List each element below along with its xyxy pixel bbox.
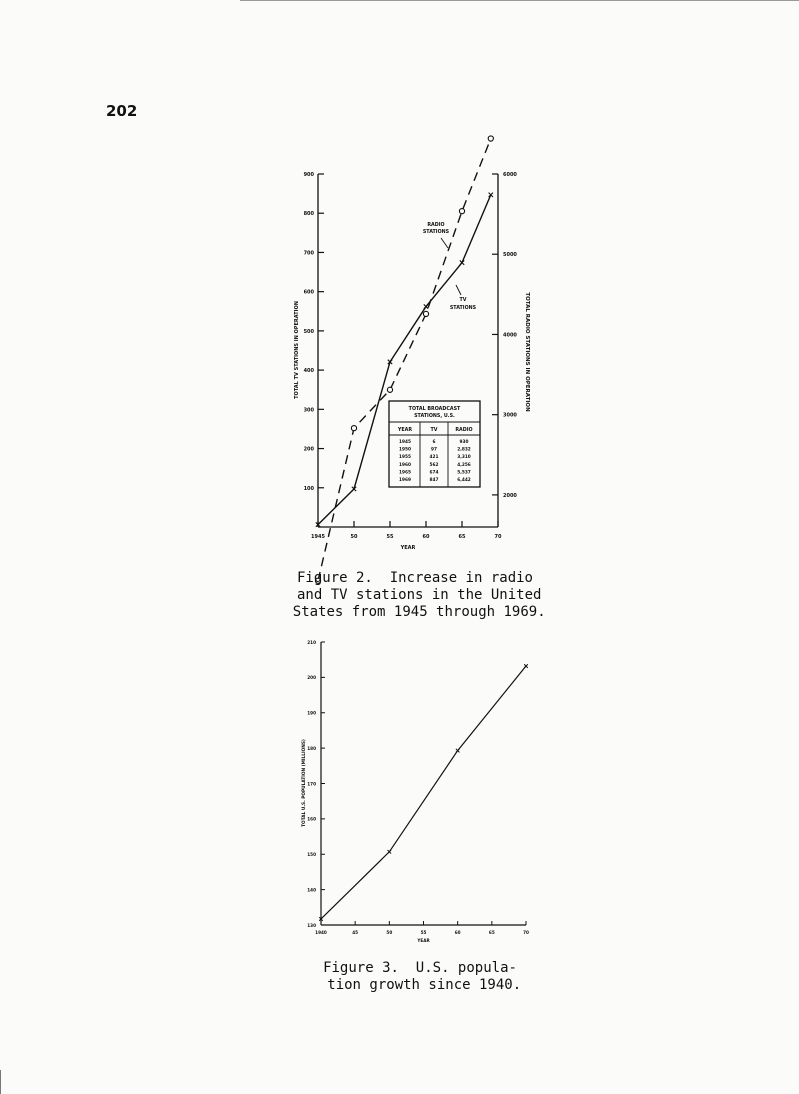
radio-point xyxy=(488,136,493,141)
fig2-x-tick-label: 50 xyxy=(350,534,358,540)
inset-table-cell: 5,537 xyxy=(457,470,471,476)
fig3-x-tick-label: 45 xyxy=(352,930,359,935)
fig2-left-tick-label: 300 xyxy=(303,407,314,414)
fig3-x-tick-label: 1940 xyxy=(315,930,327,935)
inset-table-title-line1: TOTAL BROADCAST xyxy=(408,407,461,412)
fig3-x-axis-label: YEAR xyxy=(417,938,430,943)
tv-point xyxy=(424,304,428,308)
inset-table-cell: 6 xyxy=(432,440,436,445)
inset-table-cell: 1965 xyxy=(399,470,411,476)
population-point xyxy=(388,850,392,854)
inset-table-cell: 562 xyxy=(429,462,439,468)
inset-table-cell: 1950 xyxy=(399,447,411,453)
fig2-left-tick-label: 700 xyxy=(303,250,314,257)
population-point xyxy=(456,749,460,753)
fig2-right-tick-label: 5000 xyxy=(503,252,517,259)
fig3-y-tick-label: 160 xyxy=(307,816,316,822)
inset-table-title-line2: STATIONS, U.S. xyxy=(414,414,455,419)
population-point xyxy=(524,664,528,668)
inset-table-header: YEAR xyxy=(397,428,413,433)
fig3-x-tick-label: 55 xyxy=(420,930,427,935)
fig2-x-tick-label: 60 xyxy=(422,534,430,540)
page-number: 202 xyxy=(106,102,138,120)
fig3-y-tick-label: 190 xyxy=(307,710,316,716)
tv-annotation-pointer xyxy=(456,285,461,295)
fig2-right-tick-label: 3000 xyxy=(503,412,517,419)
inset-table-cell: 2,832 xyxy=(457,447,471,453)
fig3-y-tick-label: 210 xyxy=(307,639,316,645)
inset-table-cell: 421 xyxy=(429,455,439,461)
fig3-y-tick-label: 180 xyxy=(307,745,316,751)
fig2-x-tick-label: 1945 xyxy=(311,534,325,540)
inset-table-header: TV xyxy=(430,428,438,433)
fig2-x-tick-label: 55 xyxy=(386,534,394,540)
radio-annotation-line1: RADIO xyxy=(427,223,445,228)
fig2-left-tick-label: 600 xyxy=(303,289,314,296)
fig3-x-tick-label: 50 xyxy=(386,930,393,935)
fig2-right-tick-label: 4000 xyxy=(503,332,517,339)
inset-table-cell: 1969 xyxy=(399,478,411,483)
figure-2-caption: Figure 2. Increase in radio and TV stations in the United States from 1945 through 1969. xyxy=(292,570,546,620)
fig3-y-tick-label: 130 xyxy=(307,922,316,928)
inset-table-cell: 97 xyxy=(431,447,437,453)
inset-table-cell: 4,256 xyxy=(457,462,471,468)
fig3-y-tick-label: 200 xyxy=(307,675,316,681)
inset-table-cell: 1945 xyxy=(399,440,411,445)
fig2-left-tick-label: 900 xyxy=(303,172,314,178)
fig2-right-tick-label: 6000 xyxy=(503,172,517,178)
radio-annotation-pointer xyxy=(441,238,448,248)
fig2-left-tick-label: 400 xyxy=(303,368,314,375)
fig2-left-tick-label: 500 xyxy=(303,328,314,335)
fig3-y-tick-label: 140 xyxy=(307,887,316,893)
fig2-left-axis-label: TOTAL TV STATIONS IN OPERATION xyxy=(294,301,300,399)
inset-table-cell: 6,442 xyxy=(457,478,471,483)
fig2-x-tick-label: 65 xyxy=(458,534,466,540)
tv-annotation-line2: STATIONS xyxy=(449,306,477,311)
fig3-y-axis-label: TOTAL U.S. POPULATION (MILLIONS) xyxy=(302,739,307,827)
inset-table-cell: 847 xyxy=(429,478,439,483)
radio-point xyxy=(459,209,464,214)
fig2-left-tick-label: 200 xyxy=(303,446,314,453)
fig2-left-tick-label: 100 xyxy=(303,485,314,492)
radio-point xyxy=(423,311,428,316)
fig2-x-tick-label: 70 xyxy=(494,534,502,540)
inset-table-cell: 1960 xyxy=(399,462,411,468)
inset-table-cell: 3,310 xyxy=(457,455,471,461)
radio-point xyxy=(387,387,392,392)
fig2-left-tick-label: 800 xyxy=(303,211,314,218)
radio-annotation-line2: STATIONS xyxy=(422,230,450,235)
fig3-y-tick-label: 170 xyxy=(307,781,316,787)
radio-series-line xyxy=(318,139,491,581)
fig3-x-tick-label: 60 xyxy=(454,930,461,935)
fig2-right-axis-label: TOTAL RADIO STATIONS IN OPERATION xyxy=(524,292,530,412)
inset-table-cell: 1955 xyxy=(399,455,411,461)
inset-table-header: RADIO xyxy=(455,428,473,433)
fig2-x-axis-label: YEAR xyxy=(400,545,416,551)
fig3-y-tick-label: 150 xyxy=(307,852,316,858)
tv-annotation-line1: TV xyxy=(459,298,467,303)
fig2-right-tick-label: 2000 xyxy=(503,492,517,499)
inset-table-cell: 930 xyxy=(459,440,469,445)
fig3-x-tick-label: 70 xyxy=(523,930,529,935)
population-series-line xyxy=(321,666,526,919)
radio-point xyxy=(351,426,356,431)
inset-table-cell: 674 xyxy=(429,470,439,476)
fig3-x-tick-label: 65 xyxy=(488,930,495,935)
figure-3-caption: Figure 3. U.S. popula- tion growth since 1940. xyxy=(323,960,522,993)
